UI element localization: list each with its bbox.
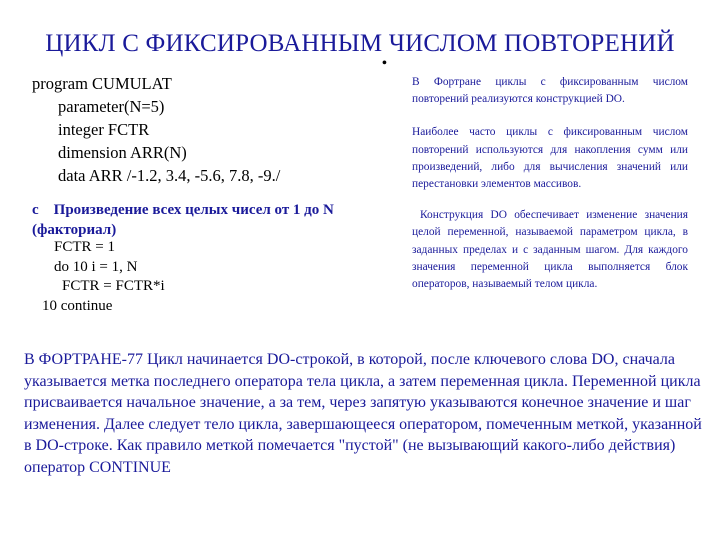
sidebar-paragraph: Конструкция DO обеспечивает изменение значения целой переменной, называемой параметром цикла, в заданных пределах и с заданным шагом. Для каждого значения переменной цикла выполняется блок операторов, называемый телом цикла. [412,209,688,291]
sidebar-paragraph: Наиболее часто циклы с фиксированным числом повторений используются для накопления сумм или произведений, либо для вычисления значений или перестановки элементов массивов. [412,126,688,191]
code-line: data ARR /-1.2, 3.4, -5.6, 7.8, -9./ [58,166,281,185]
slide-title: ЦИКЛ С ФИКСИРОВАННЫМ ЧИСЛОМ ПОВТОРЕНИЙ [45,30,675,57]
explanation-sidebar [412,74,688,293]
comment-line: (факториал) [32,222,117,238]
sidebar-paragraph: В Фортране циклы с фиксированным числом повторений реализуются конструкцией DO. [412,76,688,106]
code-line: parameter(N=5) [58,97,165,116]
code-line: dimension ARR(N) [58,143,187,162]
code-block-loop [32,238,392,316]
comment-line: c Произведение всех целых чисел от 1 до N [32,202,334,218]
code-block-declarations [32,72,392,187]
code-line: FCTR = FCTR*i [62,278,165,294]
code-comment [32,200,392,240]
bottom-paragraph: В ФОРТРАНЕ-77 Цикл начинается DO-строкой, в которой, после ключевого слова DO, сначала указывается метка последнего оператора тела цикла, а затем переменная цикла. Переменной цикла присваивается начальное значение, а за тем, через запятую указываются конечное значение и шаг изменения. Далее следует тело цикла, завершающееся оператором, помеченным меткой, указанной в DO-строке. Как правило меткой помечается "пустой" (не вызывающий какого-либо действия) оператор CONTINUE [24,351,702,476]
bullet-dot: • [382,56,387,71]
code-line: integer FCTR [58,120,150,139]
code-line: program CUMULAT [32,74,172,93]
code-line: 10 continue [42,297,113,314]
code-line: do 10 i = 1, N [54,258,138,275]
code-line: FCTR = 1 [54,239,115,255]
